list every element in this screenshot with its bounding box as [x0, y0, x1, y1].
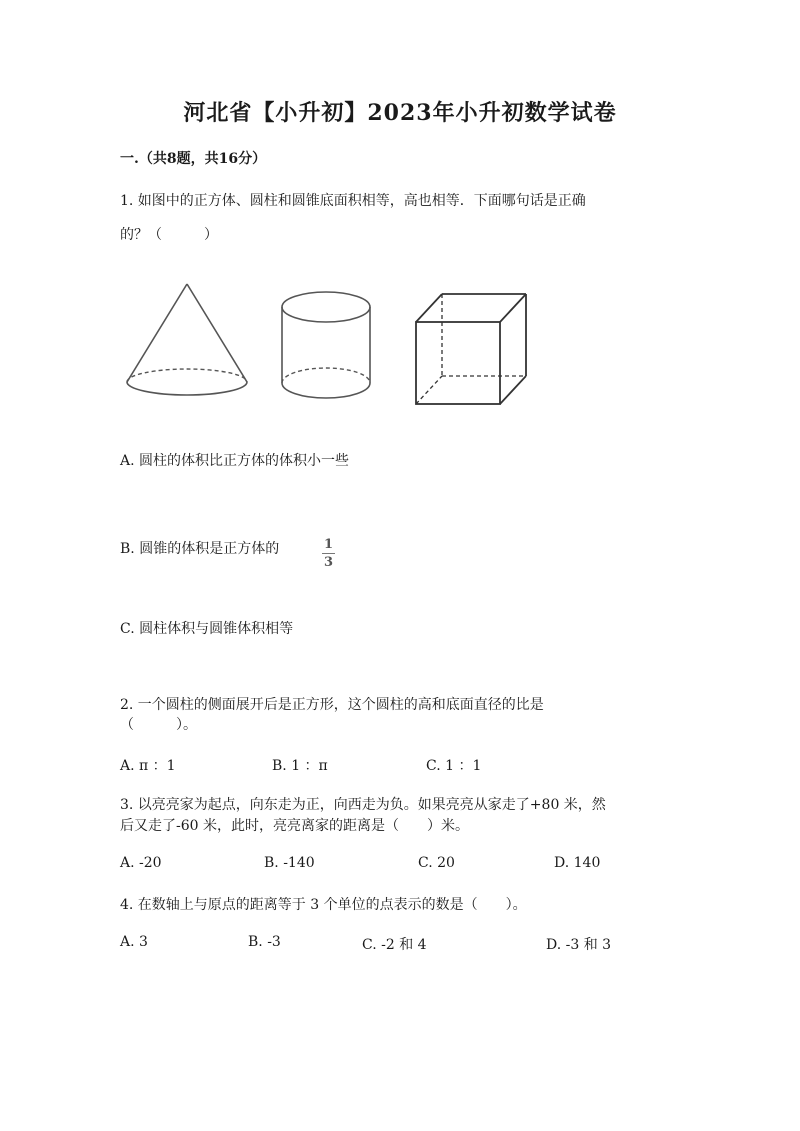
cylinder-icon: [276, 286, 376, 404]
fraction-numerator: 1: [324, 537, 334, 552]
question-3-line-2: 后又走了-60 米，此时，亮亮离家的距离是（ ）米。: [120, 818, 469, 834]
cube-icon: [410, 288, 532, 408]
question-2-option-a: A. π ：1: [120, 758, 176, 774]
question-3-option-d: D. 140: [554, 855, 601, 871]
question-1-option-a: A. 圆柱的体积比正方体的体积小一些: [120, 453, 350, 469]
page-title: 河北省【小升初】2023年小升初数学试卷: [183, 100, 617, 126]
question-1-line-1: 1. 如图中的正方体、圆柱和圆锥底面积相等，高也相等．下面哪句话是正确: [120, 193, 586, 209]
question-2-option-b: B. 1 ：π: [272, 758, 328, 774]
question-3-option-c: C. 20: [418, 855, 455, 871]
question-3-option-a: A. -20: [120, 855, 162, 871]
question-4-option-d: D. -3 和 3: [546, 937, 612, 953]
question-1-option-b: B. 圆锥的体积是正方体的: [120, 541, 280, 557]
fraction-denominator: 3: [324, 555, 334, 570]
question-3-line-1: 3. 以亮亮家为起点，向东走为正，向西走为负。如果亮亮从家走了+80 米，然: [120, 797, 606, 813]
section-heading: 一.（共8题，共16分）: [120, 151, 267, 167]
question-4-line-1: 4. 在数轴上与原点的距离等于 3 个单位的点表示的数是（ ）。: [120, 897, 527, 913]
question-4-option-c: C. -2 和 4: [362, 937, 427, 953]
question-2-line-1: 2. 一个圆柱的侧面展开后是正方形，这个圆柱的高和底面直径的比是: [120, 697, 544, 713]
question-3-option-b: B. -140: [264, 855, 315, 871]
question-2-option-c: C. 1 ：1: [426, 758, 482, 774]
question-1-option-c: C. 圆柱体积与圆锥体积相等: [120, 621, 294, 637]
question-2-line-2: （ ）。: [120, 717, 197, 733]
question-4-option-a: A. 3: [120, 934, 148, 950]
fraction-one-third: [322, 533, 335, 569]
question-1-line-2: 的？（ ）: [120, 227, 218, 243]
cone-icon: [122, 278, 252, 404]
question-4-option-b: B. -3: [248, 934, 281, 950]
